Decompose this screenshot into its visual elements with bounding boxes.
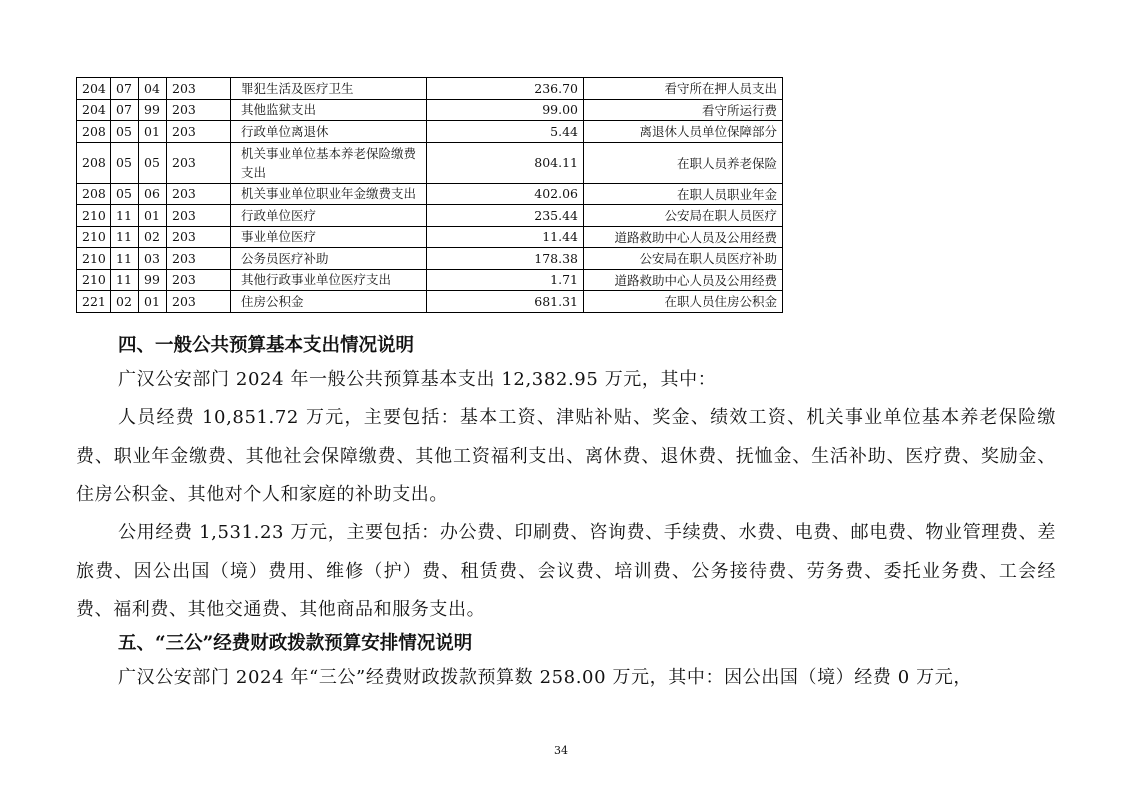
code-class-cell: 210 (77, 205, 111, 227)
code-subitem-cell: 02 (139, 226, 167, 248)
code-economic-cell: 203 (167, 291, 231, 313)
item-name-cell: 机关事业单位基本养老保险缴费支出 (231, 142, 427, 183)
code-class-cell: 208 (77, 183, 111, 205)
code-subitem-cell: 06 (139, 183, 167, 205)
item-name-cell: 罪犯生活及医疗卫生 (231, 78, 427, 100)
table-row (77, 226, 783, 248)
amount-cell: 5.44 (427, 121, 584, 143)
amount-cell: 402.06 (427, 183, 584, 205)
table-row (77, 121, 783, 143)
section-4-paragraph-3: 公用经费 1,531.23 万元，主要包括：办公费、印刷费、咨询费、手续费、水费、电费、邮电费、物业管理费、差旅费、因公出国（境）费用、维修（护）费、租赁费、会议费、培训费、公务接待费、劳务费、委托业务费、工会经费、福利费、其他交通费、其他商品和服务支出。 (76, 522, 1056, 620)
description-cell: 在职人员住房公积金 (584, 291, 783, 313)
code-item-cell: 05 (111, 142, 139, 183)
amount-cell: 681.31 (427, 291, 584, 313)
code-item-cell: 05 (111, 121, 139, 143)
amount-cell: 1.71 (427, 269, 584, 291)
code-subitem-cell: 01 (139, 121, 167, 143)
budget-table (76, 77, 783, 313)
code-class-cell: 204 (77, 99, 111, 121)
table-row (77, 142, 783, 183)
code-class-cell: 221 (77, 291, 111, 313)
code-economic-cell: 203 (167, 248, 231, 270)
item-name-cell: 其他行政事业单位医疗支出 (231, 269, 427, 291)
description-cell: 看守所运行费 (584, 99, 783, 121)
code-economic-cell: 203 (167, 121, 231, 143)
code-economic-cell: 203 (167, 99, 231, 121)
description-cell: 看守所在押人员支出 (584, 78, 783, 100)
code-economic-cell: 203 (167, 205, 231, 227)
amount-cell: 99.00 (427, 99, 584, 121)
code-item-cell: 05 (111, 183, 139, 205)
code-subitem-cell: 01 (139, 291, 167, 313)
code-subitem-cell: 04 (139, 78, 167, 100)
table-row (77, 205, 783, 227)
item-name-cell: 事业单位医疗 (231, 226, 427, 248)
code-subitem-cell: 99 (139, 269, 167, 291)
code-item-cell: 11 (111, 205, 139, 227)
item-name-cell: 行政单位离退休 (231, 121, 427, 143)
amount-cell: 236.70 (427, 78, 584, 100)
item-name-cell: 住房公积金 (231, 291, 427, 313)
code-economic-cell: 203 (167, 269, 231, 291)
code-subitem-cell: 05 (139, 142, 167, 183)
amount-cell: 235.44 (427, 205, 584, 227)
amount-cell: 804.11 (427, 142, 584, 183)
table-row (77, 248, 783, 270)
code-item-cell: 02 (111, 291, 139, 313)
table-row (77, 269, 783, 291)
code-economic-cell: 203 (167, 226, 231, 248)
code-class-cell: 210 (77, 269, 111, 291)
item-name-cell: 其他监狱支出 (231, 99, 427, 121)
code-class-cell: 208 (77, 142, 111, 183)
code-item-cell: 07 (111, 78, 139, 100)
description-cell: 道路救助中心人员及公用经费 (584, 226, 783, 248)
amount-cell: 178.38 (427, 248, 584, 270)
description-cell: 在职人员养老保险 (584, 142, 783, 183)
section-4-paragraph-1: 广汉公安部门 2024 年一般公共预算基本支出 12,382.95 万元，其中： (118, 369, 717, 390)
code-item-cell: 11 (111, 226, 139, 248)
code-item-cell: 11 (111, 248, 139, 270)
code-item-cell: 07 (111, 99, 139, 121)
code-subitem-cell: 99 (139, 99, 167, 121)
section-5-paragraph-1: 广汉公安部门 2024 年“三公”经费财政拨款预算数 258.00 万元，其中：因公出国（境）经费 0 万元， (118, 667, 972, 688)
section-4-heading: 四、一般公共预算基本支出情况说明 (118, 335, 415, 356)
table-row (77, 78, 783, 100)
table-row (77, 183, 783, 205)
description-cell: 公安局在职人员医疗 (584, 205, 783, 227)
code-subitem-cell: 03 (139, 248, 167, 270)
section-5-heading: 五、“三公”经费财政拨款预算安排情况说明 (118, 633, 473, 654)
code-economic-cell: 203 (167, 142, 231, 183)
code-class-cell: 210 (77, 226, 111, 248)
code-economic-cell: 203 (167, 78, 231, 100)
code-item-cell: 11 (111, 269, 139, 291)
description-cell: 公安局在职人员医疗补助 (584, 248, 783, 270)
description-cell: 在职人员职业年金 (584, 183, 783, 205)
table-row (77, 99, 783, 121)
code-subitem-cell: 01 (139, 205, 167, 227)
item-name-cell: 公务员医疗补助 (231, 248, 427, 270)
table-row (77, 291, 783, 313)
description-cell: 离退休人员单位保障部分 (584, 121, 783, 143)
amount-cell: 11.44 (427, 226, 584, 248)
item-name-cell: 机关事业单位职业年金缴费支出 (231, 183, 427, 205)
code-class-cell: 210 (77, 248, 111, 270)
description-cell: 道路救助中心人员及公用经费 (584, 269, 783, 291)
code-economic-cell: 203 (167, 183, 231, 205)
section-4-paragraph-2: 人员经费 10,851.72 万元，主要包括：基本工资、津贴补贴、奖金、绩效工资、机关事业单位基本养老保险缴费、职业年金缴费、其他社会保障缴费、其他工资福利支出、离休费、退休费、抚恤金、生活补助、医疗费、奖励金、住房公积金、其他对个人和家庭的补助支出。 (76, 407, 1056, 505)
item-name-cell: 行政单位医疗 (231, 205, 427, 227)
code-class-cell: 204 (77, 78, 111, 100)
code-class-cell: 208 (77, 121, 111, 143)
page-number: 34 (554, 744, 568, 757)
